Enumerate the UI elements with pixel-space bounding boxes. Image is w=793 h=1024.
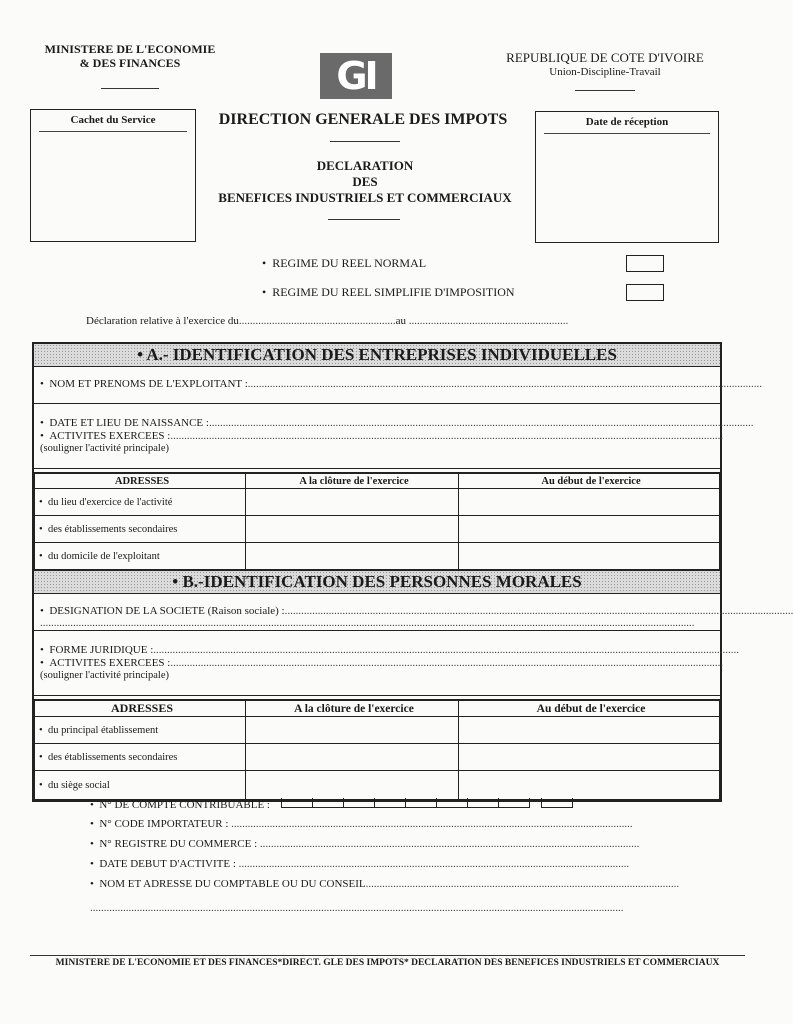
comptable-label: NOM ET ADRESSE DU COMPTABLE OU DU CONSEIL <box>99 878 366 890</box>
debut-cell[interactable] <box>459 744 720 771</box>
regime-normal-checkbox[interactable] <box>626 255 664 272</box>
bullet-icon: • <box>90 818 100 830</box>
col-adresses: ADRESSES <box>35 701 246 717</box>
comptable-field[interactable]: .................................................................................................................. <box>365 878 680 890</box>
address-label-text: des établissements secondaires <box>47 523 178 535</box>
address-label-text: du domicile de l'exploitant <box>47 550 160 562</box>
address-label: • du domicile de l'exploitant <box>35 543 246 570</box>
date-debut-field[interactable]: .............................................................................................................................................. <box>235 858 630 870</box>
registre-commerce-row <box>90 838 672 850</box>
forme-field[interactable]: ..................................................................................................................................................................................................................... <box>153 644 740 656</box>
table-row <box>35 717 720 744</box>
col-adresses: ADRESSES <box>35 474 246 489</box>
exercice-end-field[interactable]: .......................................................... <box>405 315 569 327</box>
raison-label: (Raison sociale) : <box>207 605 285 617</box>
section-b-address-table <box>34 700 720 800</box>
designation-field[interactable]: ......................................................................................................................................................................................... <box>284 605 793 617</box>
nom-field[interactable]: ........................................................................................................................................................................................... <box>247 378 763 390</box>
exercice-au: au <box>395 315 406 327</box>
dgi-logo <box>320 53 392 99</box>
declaration-line1: DECLARATION <box>316 158 414 173</box>
section-a <box>32 342 793 802</box>
registre-field[interactable]: .......................................................................................................................................... <box>257 838 640 850</box>
regime-simplifie <box>262 285 515 300</box>
cachet-box <box>30 109 196 242</box>
cloture-cell[interactable] <box>246 489 459 516</box>
cloture-cell[interactable] <box>246 744 459 771</box>
cachet-label: Cachet du Service <box>70 114 156 126</box>
regime-normal-label: REGIME DU REEL NORMAL <box>272 256 427 270</box>
code-importateur-row <box>90 818 672 830</box>
forme-activites-row <box>34 631 740 696</box>
address-label: • du siège social <box>35 771 246 800</box>
importateur-field[interactable]: .................................................................................................................................................. <box>228 818 633 830</box>
republic-name: REPUBLIQUE DE COTE D'IVOIRE <box>506 50 704 65</box>
col-debut: Au début de l'exercice <box>459 474 720 489</box>
address-label-text: du lieu d'exercice de l'activité <box>47 496 173 508</box>
bullet-icon: • <box>40 644 50 656</box>
direction-title: DIRECTION GENERALE DES IMPOTS <box>218 111 508 128</box>
direction-underline <box>330 141 400 142</box>
comptable-row <box>90 878 680 890</box>
bullet-icon: • <box>40 430 50 442</box>
nom-row <box>34 367 763 404</box>
declaration-line2: DES <box>352 174 378 189</box>
address-label: • du lieu d'exercice de l'activité <box>35 489 246 516</box>
section-b-title-text: B.-IDENTIFICATION DES PERSONNES MORALES <box>182 572 582 591</box>
bullet-icon: • <box>90 799 100 811</box>
bullet-icon: • <box>40 417 50 429</box>
section-a-title: • A.- IDENTIFICATION DES ENTREPRISES INDIVIDUELLES <box>34 344 720 367</box>
date-lieu-field[interactable]: ...................................................................................................................................................................................................... <box>208 417 754 429</box>
debut-cell[interactable] <box>459 717 720 744</box>
address-header-row <box>35 474 720 489</box>
regime-simplifie-label: REGIME DU REEL SIMPLIFIE D'IMPOSITION <box>272 285 515 299</box>
bullet-icon: • <box>90 878 100 890</box>
table-row <box>35 744 720 771</box>
cloture-cell[interactable] <box>246 516 459 543</box>
activites-b-field[interactable]: ......................................................................................................................................................................................................... <box>170 657 724 669</box>
bullet-icon: • <box>90 858 100 870</box>
section-a-title-text: A.- IDENTIFICATION DES ENTREPRISES INDIVIDUELLES <box>146 345 617 364</box>
table-row <box>35 543 720 570</box>
address-label: • des établissements secondaires <box>35 744 246 771</box>
table-row <box>35 771 720 800</box>
cloture-cell[interactable] <box>246 771 459 800</box>
bullet-icon: • <box>90 838 100 850</box>
republic-underline <box>575 90 635 91</box>
debut-cell[interactable] <box>459 771 720 800</box>
activites-field[interactable]: ......................................................................................................................................................................................................... <box>170 430 724 442</box>
exercice-start-field[interactable]: ......................................................... <box>238 315 396 327</box>
activites-label: ACTIVITES EXERCEES : <box>49 430 171 442</box>
footer-rule <box>30 955 745 956</box>
address-header-row <box>35 701 720 717</box>
forme-label: FORME JURIDIQUE : <box>49 644 154 656</box>
debut-cell[interactable] <box>459 543 720 570</box>
date-lieu-label: DATE ET LIEU DE NAISSANCE : <box>49 417 209 429</box>
table-row <box>35 516 720 543</box>
comptable-field-continued[interactable]: .................................................................................................................................................................................................. <box>90 902 624 914</box>
date-reception-box <box>535 111 719 243</box>
logo-text: GI <box>336 54 376 98</box>
republic-header <box>480 50 730 91</box>
col-cloture: A la clôture de l'exercice <box>246 701 459 717</box>
date-debut-row <box>90 858 672 870</box>
declaration-line3: BENEFICES INDUSTRIELS ET COMMERCIAUX <box>218 190 512 205</box>
naissance-activites-row <box>34 404 754 469</box>
address-label-text: des établissements secondaires <box>47 751 178 763</box>
designation-row <box>34 594 793 631</box>
compte-contribuable-row <box>90 798 573 811</box>
col-cloture: A la clôture de l'exercice <box>246 474 459 489</box>
col-debut: Au début de l'exercice <box>459 701 720 717</box>
compte-label: N° DE COMPTE CONTRIBUABLE : <box>99 799 270 811</box>
page-footer: MINISTERE DE L'ECONOMIE ET DES FINANCES*DIRECT. GLE DES IMPOTS* DECLARATION DES BENEFICES INDUSTRIELS ET COMMERCIAUX <box>55 958 720 968</box>
activites-b-label: ACTIVITES EXERCEES : <box>49 657 171 669</box>
date-reception-label: Date de réception <box>585 116 669 128</box>
regime-normal <box>262 256 426 271</box>
registre-label: N° REGISTRE DU COMMERCE : <box>99 838 258 850</box>
section-a-address-table <box>34 473 720 570</box>
table-row <box>35 489 720 516</box>
designation-field-continued[interactable]: .............................................................................................................................................................................................................................................. <box>40 617 695 629</box>
bullet-icon: • <box>40 605 50 617</box>
souligner-note: (souligner l'activité principale) <box>40 443 170 454</box>
declaration-title <box>196 158 534 206</box>
exercice-label: Déclaration relative à l'exercice du <box>86 315 239 327</box>
cloture-cell[interactable] <box>246 717 459 744</box>
ministry-underline <box>101 88 159 89</box>
nom-label: NOM ET PRENOMS DE L'EXPLOITANT : <box>49 378 248 390</box>
cachet-underline <box>39 131 187 132</box>
ministry-line2: & DES FINANCES <box>79 56 181 70</box>
declaration-underline <box>328 219 400 220</box>
bullet-icon: • <box>262 256 273 270</box>
address-label-text: du siège social <box>47 779 110 791</box>
importateur-label: N° CODE IMPORTATEUR : <box>99 818 229 830</box>
bullet-icon: • <box>40 657 50 669</box>
cloture-cell[interactable] <box>246 543 459 570</box>
regime-simplifie-checkbox[interactable] <box>626 284 664 301</box>
ministry-header <box>30 42 230 89</box>
date-reception-underline <box>544 133 710 134</box>
date-debut-label: DATE DEBUT D'ACTIVITE : <box>99 858 236 870</box>
bullet-icon: • <box>262 285 273 299</box>
address-label-text: du principal établissement <box>47 724 159 736</box>
exercice-line <box>86 315 646 327</box>
ministry-line1: MINISTERE DE L'ECONOMIE <box>44 42 216 56</box>
debut-cell[interactable] <box>459 489 720 516</box>
republic-motto: Union-Discipline-Travail <box>549 66 661 78</box>
address-label: • des établissements secondaires <box>35 516 246 543</box>
address-label: • du principal établissement <box>35 717 246 744</box>
section-b-title: • B.-IDENTIFICATION DES PERSONNES MORALES <box>34 570 720 594</box>
designation-label: DESIGNATION DE LA SOCIETE <box>49 605 205 617</box>
bullet-icon: • <box>40 378 50 390</box>
debut-cell[interactable] <box>459 516 720 543</box>
souligner-b-note: (souligner l'activité principale) <box>40 670 170 681</box>
compte-digit-boxes[interactable] <box>281 799 573 811</box>
